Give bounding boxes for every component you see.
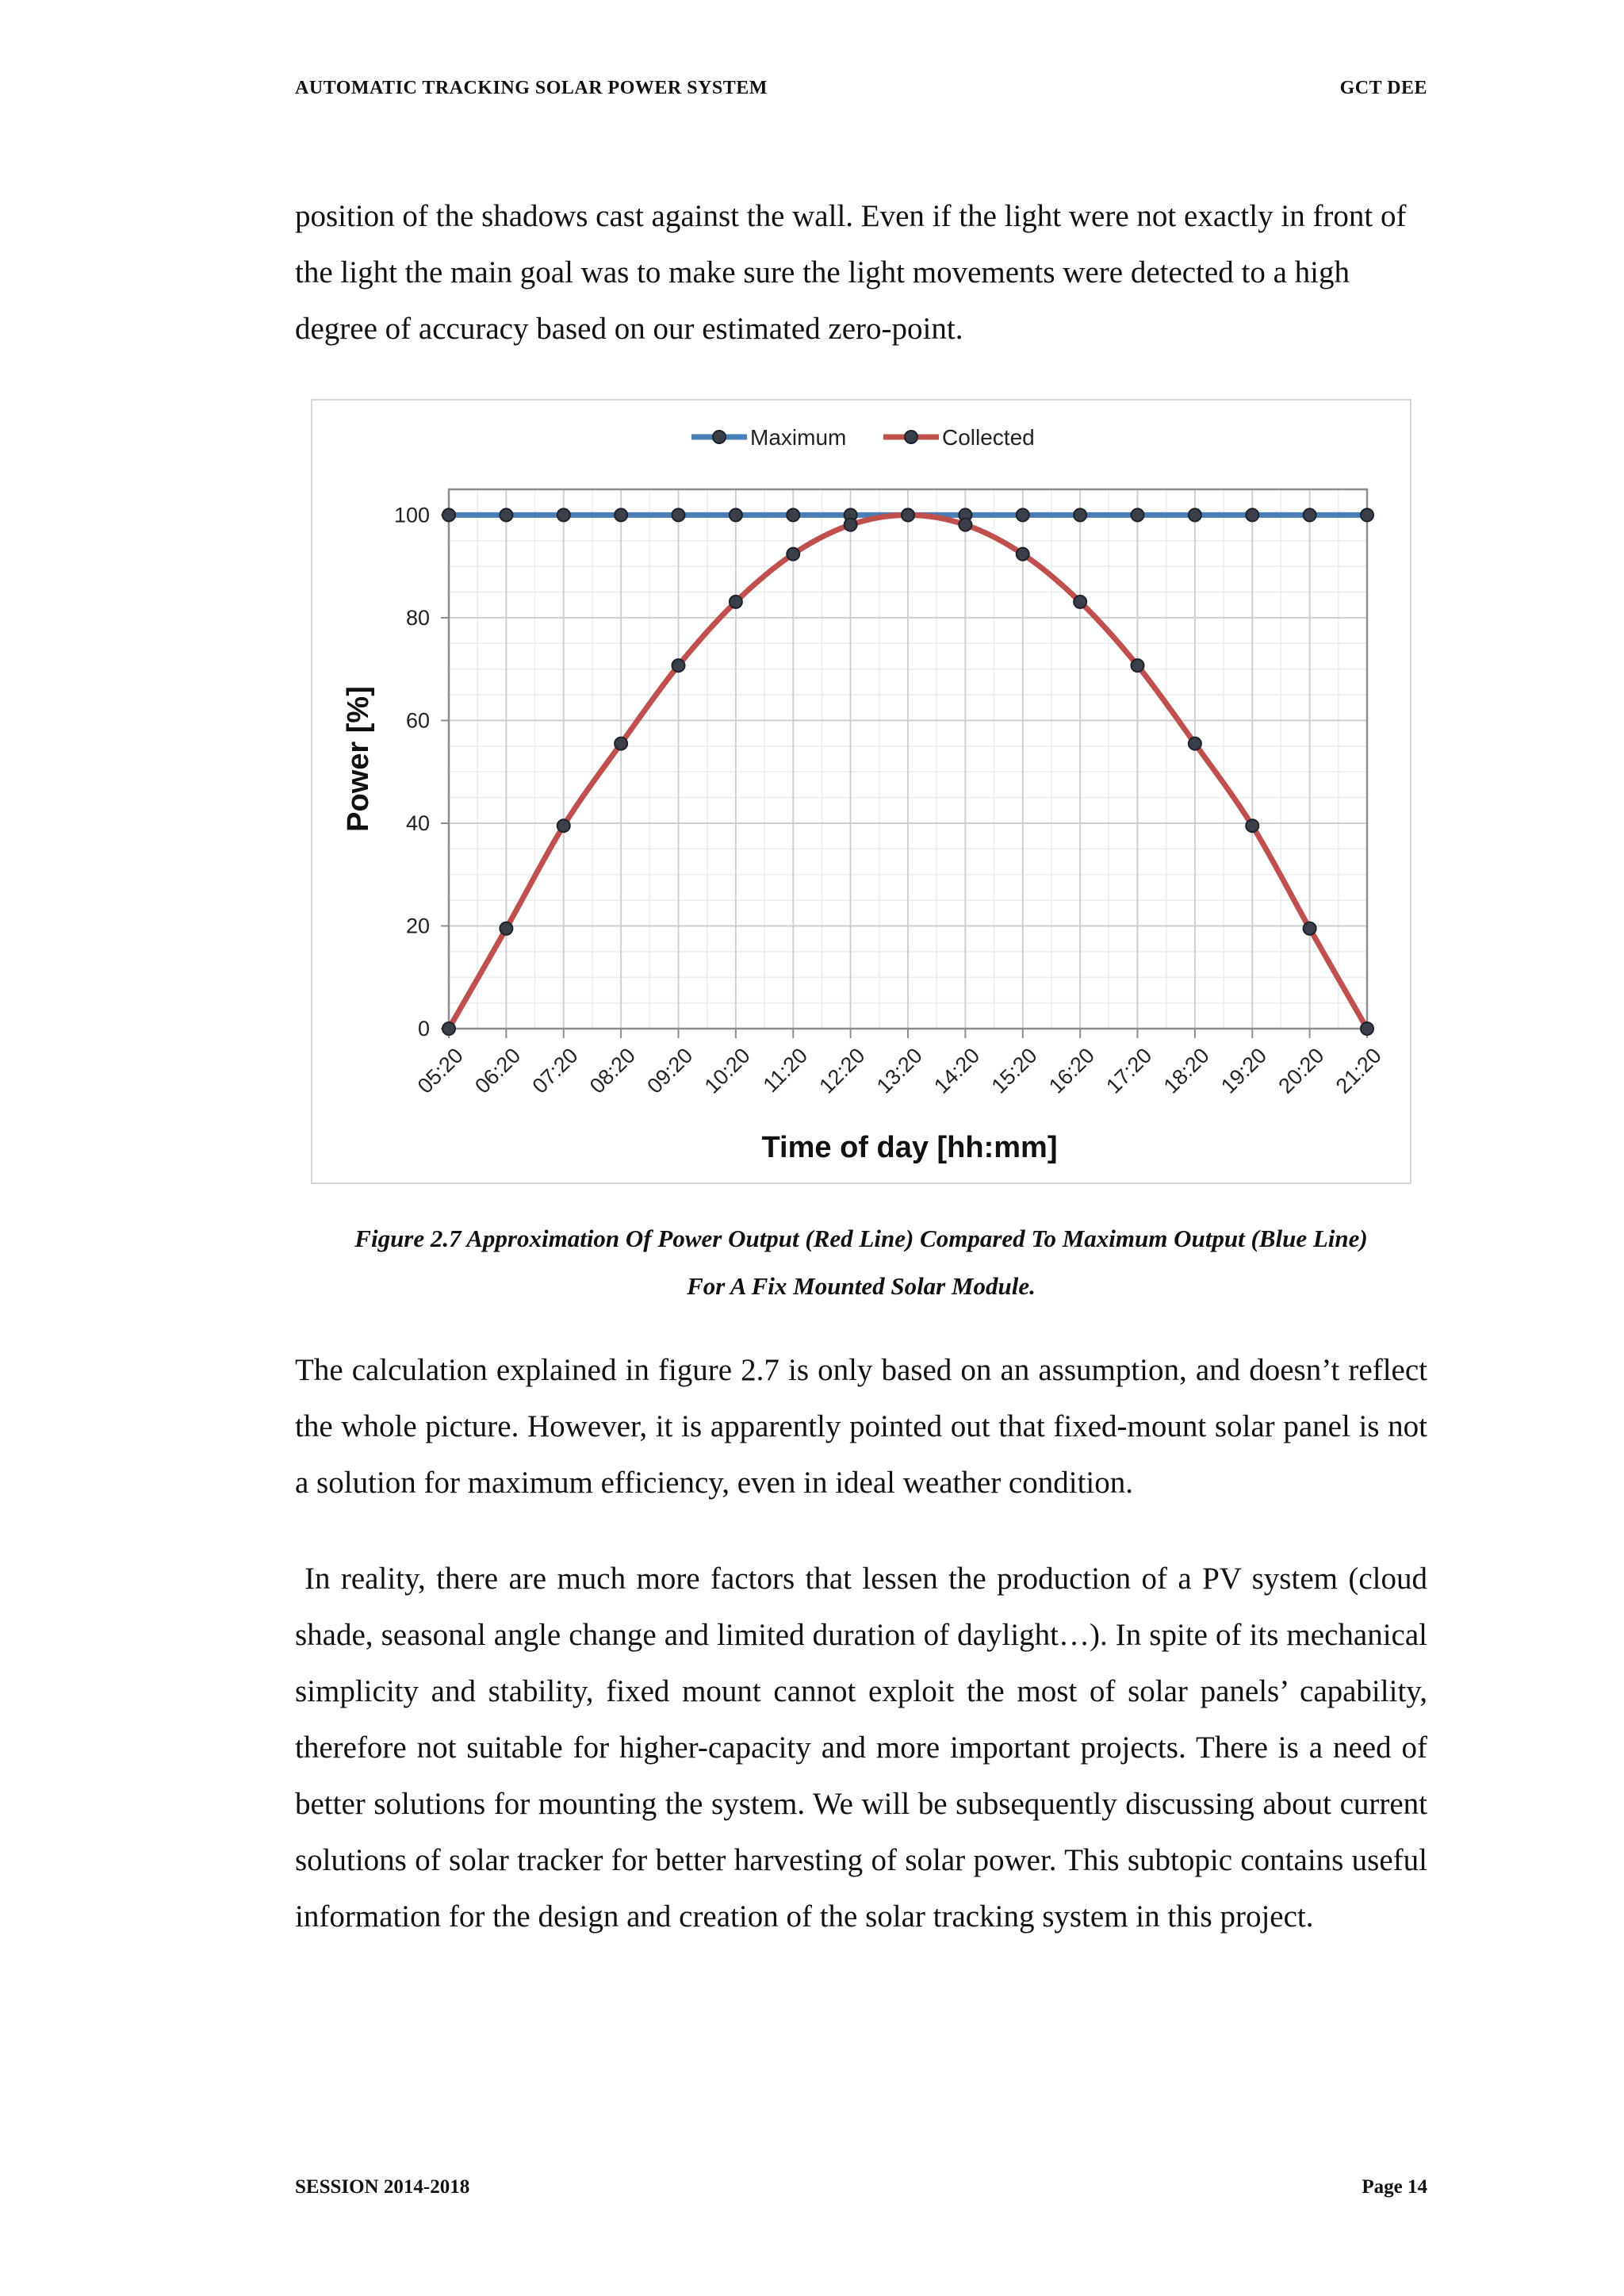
y-axis-title: Power [%] (342, 686, 375, 832)
legend-label-maximum: Maximum (750, 425, 847, 450)
x-tick-label: 18:20 (1159, 1043, 1214, 1098)
data-point-collected (902, 508, 914, 521)
data-point-collected (557, 819, 570, 832)
data-point-collected (1246, 819, 1258, 832)
data-point-maximum (1304, 508, 1316, 521)
data-point-maximum (1361, 508, 1373, 521)
data-point-maximum (1074, 508, 1086, 521)
data-point-collected (500, 922, 512, 935)
data-point-collected (615, 738, 627, 750)
data-point-collected (1304, 922, 1316, 935)
paragraph-assumption: The calculation explained in figure 2.7 is only based on an assumption, and doesn’t reflect the whole picture. However, it is apparently pointed out that fixed-mount solar panel is not a solution for maximum efficiency, even in ideal weather condition. (295, 1353, 1427, 1500)
x-tick-label: 21:20 (1331, 1043, 1386, 1098)
x-tick-label: 20:20 (1274, 1043, 1329, 1098)
data-point-collected (730, 596, 742, 608)
y-tick-label: 80 (405, 605, 430, 630)
data-point-maximum (615, 508, 627, 521)
x-tick-label: 17:20 (1101, 1043, 1157, 1098)
data-point-collected (672, 659, 685, 672)
caption-line-1: Figure 2.7 Approximation Of Power Output (Red Line) Compared To Maximum Output (Blue Line) (354, 1225, 1368, 1252)
data-point-collected (1361, 1022, 1373, 1035)
legend-marker-maximum (713, 431, 726, 443)
x-tick-label: 06:20 (470, 1043, 526, 1098)
y-tick-label: 40 (405, 811, 430, 835)
x-tick-label: 15:20 (986, 1043, 1042, 1098)
figure-2-7 (311, 399, 1411, 1184)
data-point-maximum (787, 508, 799, 521)
figure-caption (295, 1215, 1427, 1310)
paragraph-intro: position of the shadows cast against the wall. Even if the light were not exactly in front of the light the main goal was to make sure the light movements were detected to a high degree of accuracy based on our estimated zero-point. (295, 199, 1407, 346)
data-point-collected (1017, 548, 1029, 561)
data-point-collected (1074, 596, 1086, 608)
running-header-title: AUTOMATIC TRACKING SOLAR POWER SYSTEM (295, 78, 768, 98)
power-output-chart (312, 401, 1410, 1182)
data-point-collected (1189, 738, 1201, 750)
data-point-collected (845, 519, 857, 531)
y-tick-label: 60 (405, 708, 430, 733)
x-tick-label: 16:20 (1044, 1043, 1099, 1098)
data-point-collected (442, 1022, 455, 1035)
data-point-collected (1132, 659, 1144, 672)
data-point-maximum (672, 508, 685, 521)
x-tick-label: 13:20 (871, 1043, 927, 1098)
data-point-maximum (500, 508, 512, 521)
data-point-maximum (730, 508, 742, 521)
x-tick-label: 05:20 (412, 1043, 468, 1098)
running-header-dept: GCT DEE (1339, 78, 1427, 98)
footer-session: SESSION 2014-2018 (295, 2176, 470, 2198)
x-axis-title: Time of day [hh:mm] (761, 1131, 1058, 1164)
x-tick-label: 08:20 (584, 1043, 640, 1098)
data-point-maximum (442, 508, 455, 521)
caption-line-2: For A Fix Mounted Solar Module. (687, 1272, 1036, 1300)
x-tick-label: 07:20 (527, 1043, 583, 1098)
data-point-maximum (1017, 508, 1029, 521)
paragraph-reality: In reality, there are much more factors that lessen the production of a PV system (cloud shade, seasonal angle change and limited duration of daylight…). In spite of its mechanical simplicity and stability, fixed mount cannot exploit the most of solar panels’ capability, therefore not suitable for higher-capacity and more important projects. There is a need of better solutions for mounting the system. We will be subsequently discussing about current solutions of solar tracker for better harvesting of solar power. This subtopic contains useful information for the design and creation of the solar tracking system in this project. (295, 1562, 1427, 1934)
y-tick-label: 100 (393, 503, 430, 527)
x-tick-label: 19:20 (1216, 1043, 1272, 1098)
x-tick-label: 10:20 (699, 1043, 755, 1098)
x-tick-label: 12:20 (814, 1043, 870, 1098)
x-tick-label: 09:20 (642, 1043, 698, 1098)
y-tick-label: 20 (405, 914, 430, 938)
x-tick-label: 11:20 (758, 1043, 813, 1098)
data-point-maximum (1189, 508, 1201, 521)
x-tick-label: 14:20 (929, 1043, 985, 1098)
y-tick-label: 0 (417, 1017, 430, 1041)
legend-label-collected: Collected (942, 425, 1035, 450)
footer-page-number: Page 14 (1362, 2176, 1427, 2198)
data-point-maximum (1246, 508, 1258, 521)
data-point-collected (959, 519, 971, 531)
data-point-collected (787, 548, 799, 561)
data-point-maximum (1132, 508, 1144, 521)
data-point-maximum (557, 508, 570, 521)
legend-marker-collected (905, 431, 917, 443)
